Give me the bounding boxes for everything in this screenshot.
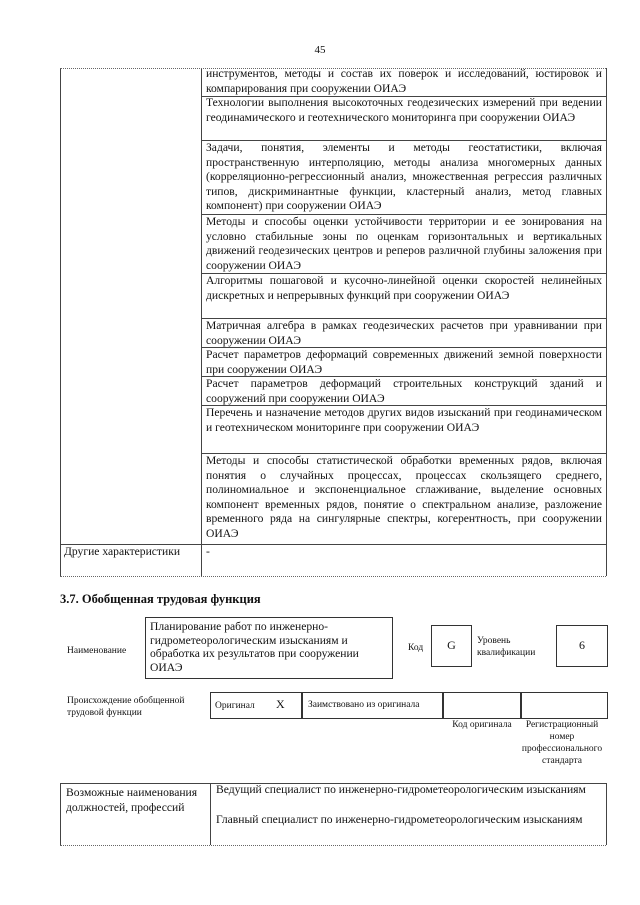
table-cell: Технологии выполнения высокоточных геодезических измерений при ведении геодинамического и геотехнического мониторинга при сооружении ОИАЭ bbox=[206, 96, 602, 124]
original-label: Оригинал bbox=[215, 701, 255, 711]
level-label: Уровень квалификации bbox=[477, 636, 536, 658]
function-name: Планирование работ по инженерно-гидрометеорологическим изысканиям и обработка их результатов при сооружении ОИАЭ bbox=[150, 620, 359, 674]
table-column-divider bbox=[210, 783, 211, 845]
page-number: 45 bbox=[314, 44, 326, 56]
code-original-box bbox=[443, 692, 521, 719]
table-cell: Расчет параметров деформаций строительных конструкций зданий и сооружений при сооружении ОИАЭ bbox=[206, 377, 602, 405]
code-original-caption: Код оригинала bbox=[452, 720, 512, 730]
table-cell: Задачи, понятия, элементы и методы геостатистики, включая пространственную интерполяцию, методы анализа многомерных данных (корреляционно-регрессионный анализ, множественная регрессия различных типов, дискриминантные функции, кластерный анализ, метод главных компонент) при сооружении ОИАЭ bbox=[206, 141, 602, 212]
original-mark: X bbox=[276, 697, 285, 711]
table-bottom-edge bbox=[60, 845, 606, 846]
other-characteristics-value: - bbox=[206, 545, 210, 558]
table-cell: Методы и способы оценки устойчивости территории и ее зонирования на условно стабильные зоны по оценкам горизонтальных и вертикальных движений геодезических центров и реперов различной глубины заложения при сооружении ОИАЭ bbox=[206, 215, 602, 272]
table-cell: Методы и способы статистической обработки временных рядов, включая понятия о случайных процессах, процессах скользящего среднего, полиномиальное и экспоненциальное сглаживание, выделение основных компонент временных рядов, понятие о спектральном анализе, разложение временного ряда на сингулярные спектры, когерентность, при сооружении ОИАЭ bbox=[206, 454, 602, 540]
other-characteristics-label: Другие характеристики bbox=[64, 545, 181, 558]
borrowed-label: Заимствовано из оригинала bbox=[308, 700, 420, 710]
positions-label: Возможные наименования должностей, профессий bbox=[66, 786, 198, 814]
code-label: Код bbox=[408, 643, 424, 653]
reg-number-box bbox=[521, 692, 608, 719]
table-cell: Перечень и назначение методов других видов изысканий при геодинамическом и геотехническом мониторинге при сооружении ОИАЭ bbox=[206, 406, 602, 434]
table-right-border bbox=[606, 783, 607, 845]
position-item: Ведущий специалист по инженерно-гидрометеорологическим изысканиям bbox=[216, 783, 586, 796]
reg-number-caption: Регистрационный номер профессионального стандарта bbox=[521, 720, 603, 766]
table-column-divider bbox=[201, 68, 202, 576]
table-cell: Матричная алгебра в рамках геодезических расчетов при уравнивании при сооружении ОИАЭ bbox=[206, 319, 602, 347]
level-value: 6 bbox=[579, 638, 585, 652]
table-right-border bbox=[606, 68, 607, 576]
position-item: Главный специалист по инженерно-гидрометеорологическим изысканиям bbox=[216, 813, 583, 826]
table-left-border bbox=[60, 783, 61, 845]
table-cell: Расчет параметров деформаций современных движений земной поверхности при сооружении ОИАЭ bbox=[206, 348, 602, 376]
table-cell: инструментов, методы и состав их поверок и исследований, юстировок и компарирования при сооружении ОИАЭ bbox=[206, 67, 602, 95]
code-value: G bbox=[447, 638, 456, 652]
table-left-border bbox=[60, 68, 61, 576]
table-bottom-edge bbox=[60, 576, 606, 577]
name-label: Наименование bbox=[67, 646, 127, 656]
origin-label: Происхождение обобщенной трудовой функции bbox=[67, 696, 185, 718]
section-title: 3.7. Обобщенная трудовая функция bbox=[60, 592, 261, 606]
table-cell: Алгоритмы пошаговой и кусочно-линейной оценки скоростей нелинейных дискретных и непрерывных функций при сооружении ОИАЭ bbox=[206, 274, 602, 302]
